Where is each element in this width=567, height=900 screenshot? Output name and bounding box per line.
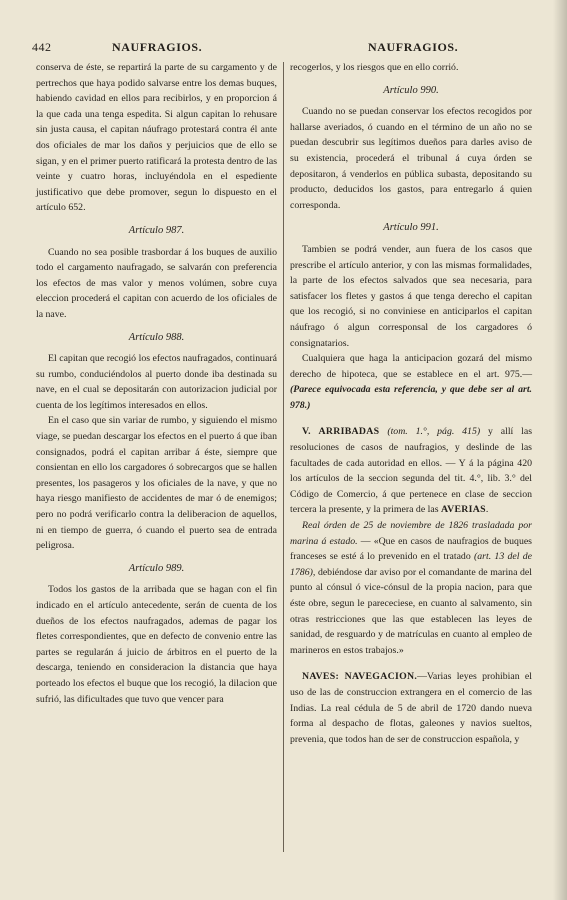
- article-991-heading: Artículo 991.: [383, 222, 439, 234]
- treaty-reference: (art. 13 del de 1786),: [290, 551, 532, 578]
- arribadas-entry: V. ARRIBADAS (tom. 1.°, pág. 415) y allí las resoluciones de casos de naufragios, y deslinde de las facultades de cada autoridad en ellos. — Y á la página 420 los artículos de la seccion segunda del tit. 4.°, lib. 3.° del Código de Comercio, á que pertenece en clase de seccion tercera la presente, y la primera de las AVERIAS.: [290, 426, 533, 516]
- page-header: [0, 40, 567, 60]
- spacer-2: [290, 658, 532, 669]
- article-988-text-2: En el caso que sin variar de rumbo, y siguiendo el mismo viage, se puedan descargar los efectos en el puerto á que iban consignados, podrá el capitan arribar á éste, siempre que consientan en ello los cargadores ó sobrecargos que se hallen presentes, los pasageros y los oficiales de la nave, y que no haya riesgo manifiesto de accidentes de mar ó de enemigos; pero no podrá verificarlo contra la deliberacion de aquellos, ni en tiempo de guerra, ó cuando el puerto sea de entrada peligrosa.: [36, 415, 277, 552]
- running-head-left: NAUFRAGIOS.: [112, 40, 203, 54]
- article-990-text: Cuando no se puedan conservar los efectos recogidos por hallarse averiados, ó cuando en el término de un año no se puedan descubrir sus legítimos dueños para darles aviso de su existencia, procederá el tribunal á cuya órden se depositaron, á venderlos en pública subasta, depositando su producto, deducidos los gastos, para entregarlo á quien corresponda.: [290, 106, 532, 211]
- continued-paragraph: conserva de éste, se repartirá la parte de su cargamento y de pertrechos que haya podido salvarse entre los demas buques, habiendo cavidad en ellos para recibirlos, y en proporcion á la que cada una tenga espedita. Si algun capitan lo rehusare sin justa causa, el capitan náufrago protestará contra él ante dos oficiales de mar los daños y perjuicios que de ello se sigan, y en el primer puerto ratificará la protesta dentro de las veinte y cuatro horas, incluyéndola en el espediente justificativo que debe promover, segun lo dispuesto en el artículo 652.: [36, 62, 278, 214]
- naves-label: NAVES: NAVEGACION.: [302, 671, 418, 683]
- article-988-text: El capitan que recogió los efectos naufragados, continuará su rumbo, conduciéndolos al puerto donde iba destinada su nave, en el cual se depositarán con autorizacion judicial por cuenta de los legítimos interesados en ellos.: [36, 353, 277, 411]
- arribadas-citation: (tom. 1.°, pág. 415): [387, 426, 481, 438]
- real-orden-entry: [290, 518, 532, 658]
- naves-entry: [290, 669, 532, 747]
- right-column: [290, 60, 532, 747]
- arribadas-body: y allí las resoluciones de casos de naufragios, y deslinde de las facultades de cada autoridad en ellos. — Y á la página 420 los artículos de la seccion segunda del tit. 4.°, lib. 3.° del Código de Comercio, á que pertenece en clase de seccion tercera la presente, y la primera de las: [290, 426, 533, 516]
- article-991-main: Cualquiera que haga la anticipacion gozará del mismo derecho de hipoteca, que se establece en el art. 975.—: [290, 353, 532, 380]
- article-991-text: Tambien se podrá vender, aun fuera de los casos que prescribe el artículo anterior, y con las mismas formalidades, la parte de los efectos salvados que sea necesaria, para satisfacer los fletes y gastos á que tenga derecho el capitan que los recogió, si no conviniese en anticiparlos el capitan náufrago ó algun corresponsal de los cargadores ó consignatarios.: [290, 243, 532, 349]
- spacer: [290, 413, 532, 424]
- real-orden-quote: — «Que en casos de naufragios de buques franceses se esté á lo prevenido en el tratado: [290, 535, 532, 563]
- continued-paragraph-right: recogerlos, y los riesgos que en ello corrió.: [290, 62, 459, 73]
- page-edge-shadow: [553, 0, 567, 900]
- running-head-right: NAUFRAGIOS.: [368, 40, 459, 54]
- article-990-heading: Artículo 990.: [383, 84, 439, 96]
- article-991-text-2: [290, 351, 532, 413]
- article-987-text: Cuando no sea posible trasbordar á los buques de auxilio todo el cargamento naufragado, se salvarán con preferencia los efectos de mas valor y menos volúmen, sobre cuya eleccion procederá el capitan con acuerdo de los oficiales de la nave.: [36, 246, 277, 320]
- article-989-heading: Artículo 989.: [128, 562, 185, 574]
- naves-body: —Varias leyes prohibian el uso de las de construccion extrangera en el comercio de las Indias. La real cédula de 5 de abril de 1720 dando nueva forma al despacho de flotas, galeones y navios sueltos, prevenia, que todos han de ser de construccion española, y: [290, 671, 533, 745]
- averias-reference: AVERIAS: [440, 504, 486, 516]
- real-orden-end: debiéndose dar aviso por el comandante de marina del punto al cónsul ó vice-cónsul de la propia nacion, para que éste obre, segun le parececiese, en cuanto al salvamento, sin otras restricciones que las que establecen las leyes de sanidad, de resguardo y de matrículas en cuanto al empleo de marineros en estos trabajos.»: [290, 566, 532, 656]
- left-column: [36, 60, 277, 707]
- page-number: 442: [32, 40, 52, 54]
- column-divider: [283, 62, 284, 852]
- article-987-heading: Artículo 987.: [128, 224, 185, 236]
- real-orden-title: Real órden de 25 de noviembre de 1826 trasladada por marina á estado.: [290, 520, 532, 547]
- article-989-text: Todos los gastos de la arribada que se hagan con el fin indicado en el artículo antecedente, serán de cuenta de los dueños de los efectos naufragados, ademas de pagar los fletes correspondientes, que en defecto de convenio entre las partes se regularán á juicio de árbitros en el puerto de la descarga, teniendo en consideracion la distancia que haya porteado los efectos el buque que los recogió, la dilacion que sufrió, las dificultades que tuvo que vencer para: [36, 584, 277, 705]
- arribadas-label: V. ARRIBADAS: [302, 426, 380, 438]
- article-991-note: (Parece equivocada esta referencia, y que debe ser al art. 978.): [290, 384, 532, 411]
- article-988-heading: Artículo 988.: [128, 331, 185, 343]
